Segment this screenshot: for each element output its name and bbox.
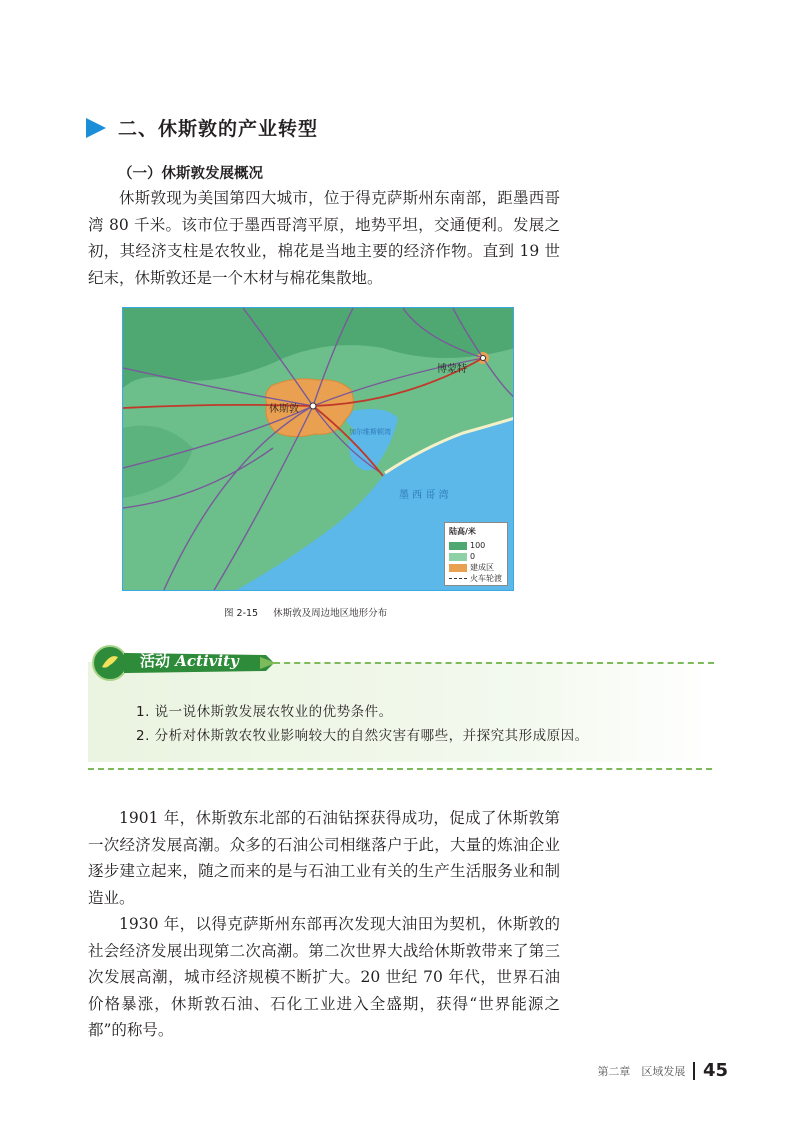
section-triangle-icon — [86, 118, 106, 138]
footer-chapter: 第二章 区域发展 — [597, 1064, 686, 1078]
figure-number: 图 2-15 — [224, 608, 259, 619]
activity-divider-top — [274, 662, 714, 664]
activity-label-en: Activity — [175, 652, 239, 670]
history-paragraph-1: 1901 年，休斯敦东北部的石油钻探获得成功，促成了休斯敦第一次经济发展高潮。众多的石油公司相继落户于此，大量的炼油企业逐步建立起来，随之而来的是与石油工业有关的生产生活服务业和制造业。 — [88, 809, 560, 907]
activity-label-cn: 活动 — [140, 652, 171, 670]
label-gulf: 墨 西 哥 湾 — [399, 490, 449, 501]
label-beaumont: 博蒙特 — [437, 364, 467, 375]
intro-text: 休斯敦现为美国第四大城市，位于得克萨斯州东南部，距墨西哥湾 80 千米。该市位于墨西哥湾平原，地势平坦，交通便利。发展之初，其经济支柱是农牧业，棉花是当地主要的经济作物。直到 19 世纪末，休斯敦还是一个木材与棉花集散地。 — [88, 189, 560, 287]
legend-ferry: 火车轮渡 — [449, 573, 503, 584]
label-houston: 休斯敦 — [269, 404, 299, 415]
page-number: 45 — [702, 1060, 728, 1081]
label-bay: 加尔维斯顿湾 — [349, 428, 391, 436]
activity-label — [140, 650, 239, 671]
page-footer — [597, 1060, 728, 1081]
figure-caption — [224, 605, 387, 619]
beaumont-point — [481, 356, 486, 361]
figure-title: 休斯敦及周边地区地形分布 — [273, 608, 388, 619]
history-paragraph-2: 1930 年，以得克萨斯州东部再次发现大油田为契机，休斯敦的社会经济发展出现第二次高潮。第二次世界大战给休斯敦带来了第三次发展高潮，城市经济规模不断扩大。20 世纪 70 年代，世界石油价格暴涨，休斯敦石油、石化工业进入全盛期，获得“世界能源之都”的称号。 — [88, 915, 560, 1039]
subsection-title: （一）休斯敦发展概况 — [118, 166, 263, 182]
history-paragraphs — [88, 805, 560, 1044]
footer-divider — [693, 1062, 695, 1080]
activity-list — [136, 700, 589, 748]
activity-item: 2. 分析对休斯敦农牧业影响较大的自然灾害有哪些，并探究其形成原因。 — [136, 728, 589, 744]
houston-point — [310, 403, 316, 409]
activity-divider-bottom — [88, 768, 712, 770]
map-legend — [444, 522, 508, 586]
legend-elev-high: 100 — [449, 540, 503, 551]
legend-title: 陆高/米 — [449, 527, 476, 536]
section-heading — [86, 114, 318, 141]
intro-paragraph — [88, 185, 560, 291]
section-title: 二、休斯敦的产业转型 — [118, 118, 319, 140]
legend-elev-low: 0 — [449, 551, 503, 562]
legend-built: 建成区 — [449, 562, 503, 573]
activity-item: 1. 说一说休斯敦发展农牧业的优势条件。 — [136, 704, 393, 720]
